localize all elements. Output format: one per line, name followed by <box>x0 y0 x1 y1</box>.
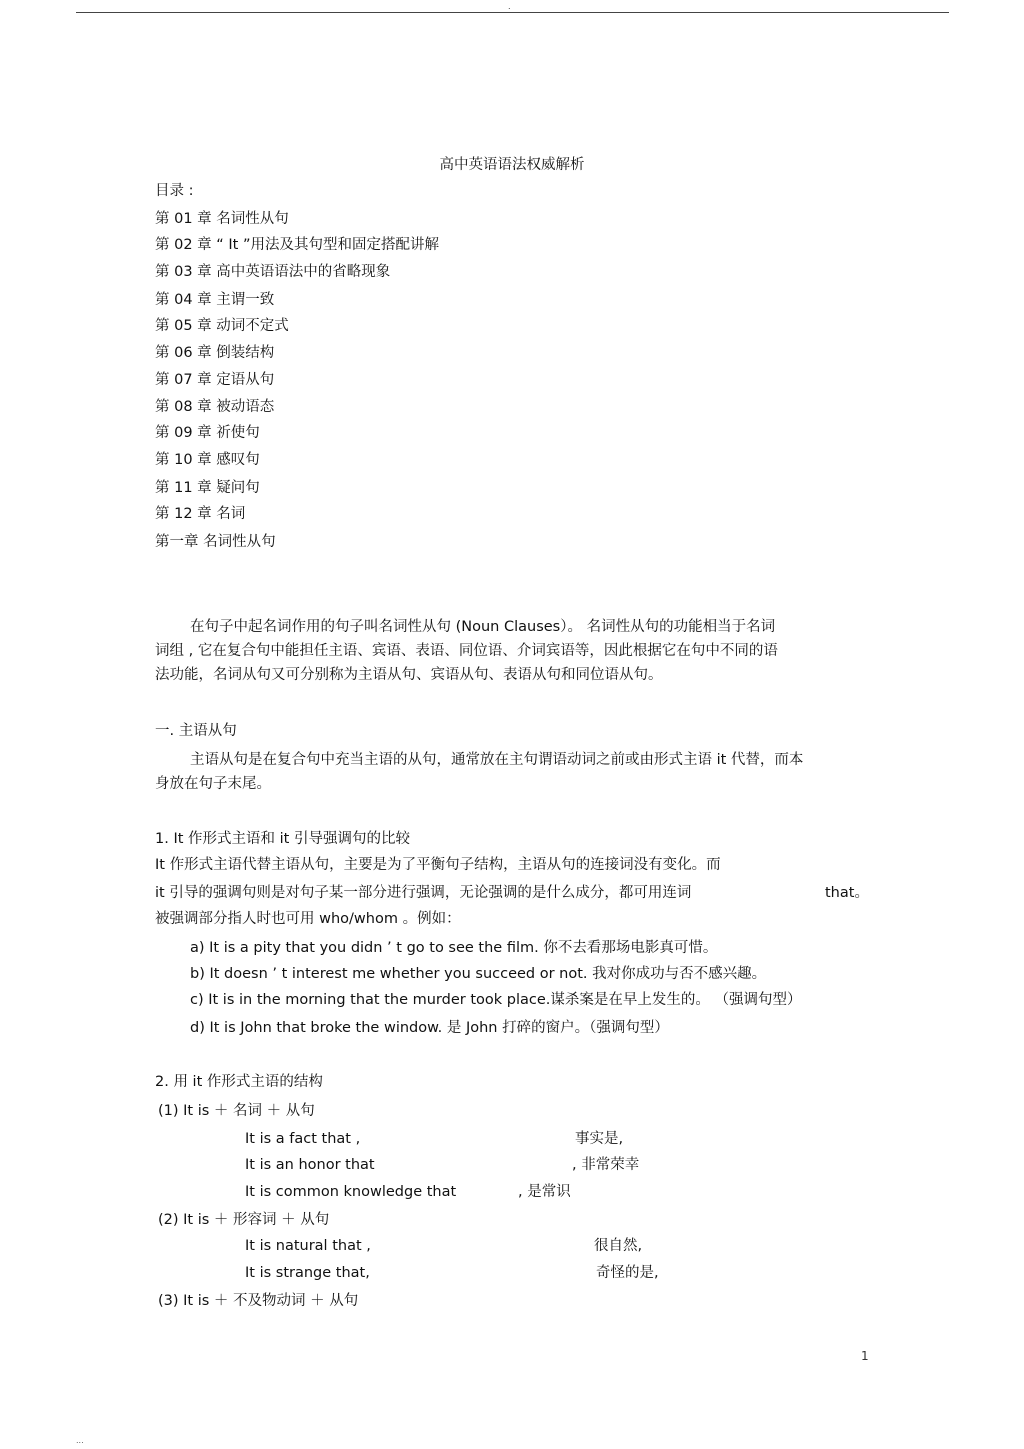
structure-3: (3) It is ＋ 不及物动词 ＋ 从句 <box>158 1293 359 1309</box>
toc-label: 目录 : <box>155 183 194 199</box>
structure-2: (2) It is ＋ 形容词 ＋ 从句 <box>158 1212 330 1228</box>
part1-line-2: it 引导的强调句则是对句子某一部分进行强调，无论强调的是什么成分，都可用连词 <box>155 885 692 901</box>
structure-1: (1) It is ＋ 名词 ＋ 从句 <box>158 1103 315 1119</box>
structure-1-zh-1: 事实是, <box>575 1131 624 1147</box>
toc-chapter-10: 第 10 章 感叹句 <box>155 452 260 468</box>
intro-line-2: 词组 , 它在复合句中能担任主语、宾语、表语、同位语、介词宾语等，因此根据它在句中不同的语 <box>155 643 778 659</box>
toc-chapter-07: 第 07 章 定语从句 <box>155 372 275 388</box>
structure-1-en-2: It is an honor that <box>245 1157 375 1173</box>
example-c: c) It is in the morning that the murder took place.谋杀案是在早上发生的。 （强调句型） <box>190 992 802 1008</box>
part1-line-3: 被强调部分指人时也可用 who/whom 。例如： <box>155 911 461 927</box>
section-desc-2: 身放在句子末尾。 <box>155 776 271 792</box>
example-d: d) It is John that broke the window. 是 John 打碎的窗户。（强调句型） <box>190 1020 669 1036</box>
part2-heading: 2. 用 it 作形式主语的结构 <box>155 1074 323 1090</box>
section-heading: 一. 主语从句 <box>155 723 237 739</box>
structure-2-en-1: It is natural that , <box>245 1238 371 1254</box>
toc-chapter-06: 第 06 章 倒装结构 <box>155 345 275 361</box>
page-title: 高中英语语法权威解析 <box>439 157 585 173</box>
toc-chapter-04: 第 04 章 主谓一致 <box>155 292 275 308</box>
toc-chapter-02: 第 02 章 “ It ”用法及其句型和固定搭配讲解 <box>155 237 439 253</box>
section-desc-1: 主语从句是在复合句中充当主语的从句，通常放在主句谓语动词之前或由形式主语 it 代替，而本 <box>190 752 804 768</box>
toc-chapter-01: 第 01 章 名词性从句 <box>155 211 289 227</box>
part1-heading: 1. It 作形式主语和 it 引导强调句的比较 <box>155 831 410 847</box>
structure-2-en-2: It is strange that, <box>245 1265 370 1281</box>
page-number: 1 <box>861 1349 869 1363</box>
footer-mark: ... <box>76 1436 84 1445</box>
structure-1-zh-2: , 非常荣幸 <box>572 1157 640 1173</box>
structure-2-zh-2: 奇怪的是, <box>596 1265 659 1281</box>
intro-line-1: 在句子中起名词作用的句子叫名词性从句 (Noun Clauses）。 名词性从句的功能相当于名词 <box>190 619 776 635</box>
part1-line-1: It 作形式主语代替主语从句，主要是为了平衡句子结构，主语从句的连接词没有变化。而 <box>155 857 721 873</box>
example-a: a) It is a pity that you didn ’ t go to see the film. 你不去看那场电影真可惜。 <box>190 940 718 956</box>
toc-chapter-12: 第 12 章 名词 <box>155 506 246 522</box>
structure-1-en-3: It is common knowledge that <box>245 1184 457 1200</box>
structure-2-zh-1: 很自然, <box>594 1238 643 1254</box>
part1-line-2-end: that。 <box>825 885 869 901</box>
toc-chapter-05: 第 05 章 动词不定式 <box>155 318 289 334</box>
example-b: b) It doesn ’ t interest me whether you succeed or not. 我对你成功与否不感兴趣。 <box>190 966 767 982</box>
toc-chapter-08: 第 08 章 被动语态 <box>155 399 275 415</box>
intro-line-3: 法功能，名词从句又可分别称为主语从句、宾语从句、表语从句和同位语从句。 <box>155 667 663 683</box>
structure-1-zh-3: , 是常识 <box>518 1184 571 1200</box>
chapter-heading: 第一章 名词性从句 <box>155 534 276 550</box>
header-dot: . <box>508 2 511 11</box>
toc-chapter-11: 第 11 章 疑问句 <box>155 480 260 496</box>
toc-chapter-09: 第 09 章 祈使句 <box>155 425 260 441</box>
header-rule <box>76 12 949 13</box>
structure-1-en-1: It is a fact that , <box>245 1131 361 1147</box>
toc-chapter-03: 第 03 章 高中英语语法中的省略现象 <box>155 264 391 280</box>
